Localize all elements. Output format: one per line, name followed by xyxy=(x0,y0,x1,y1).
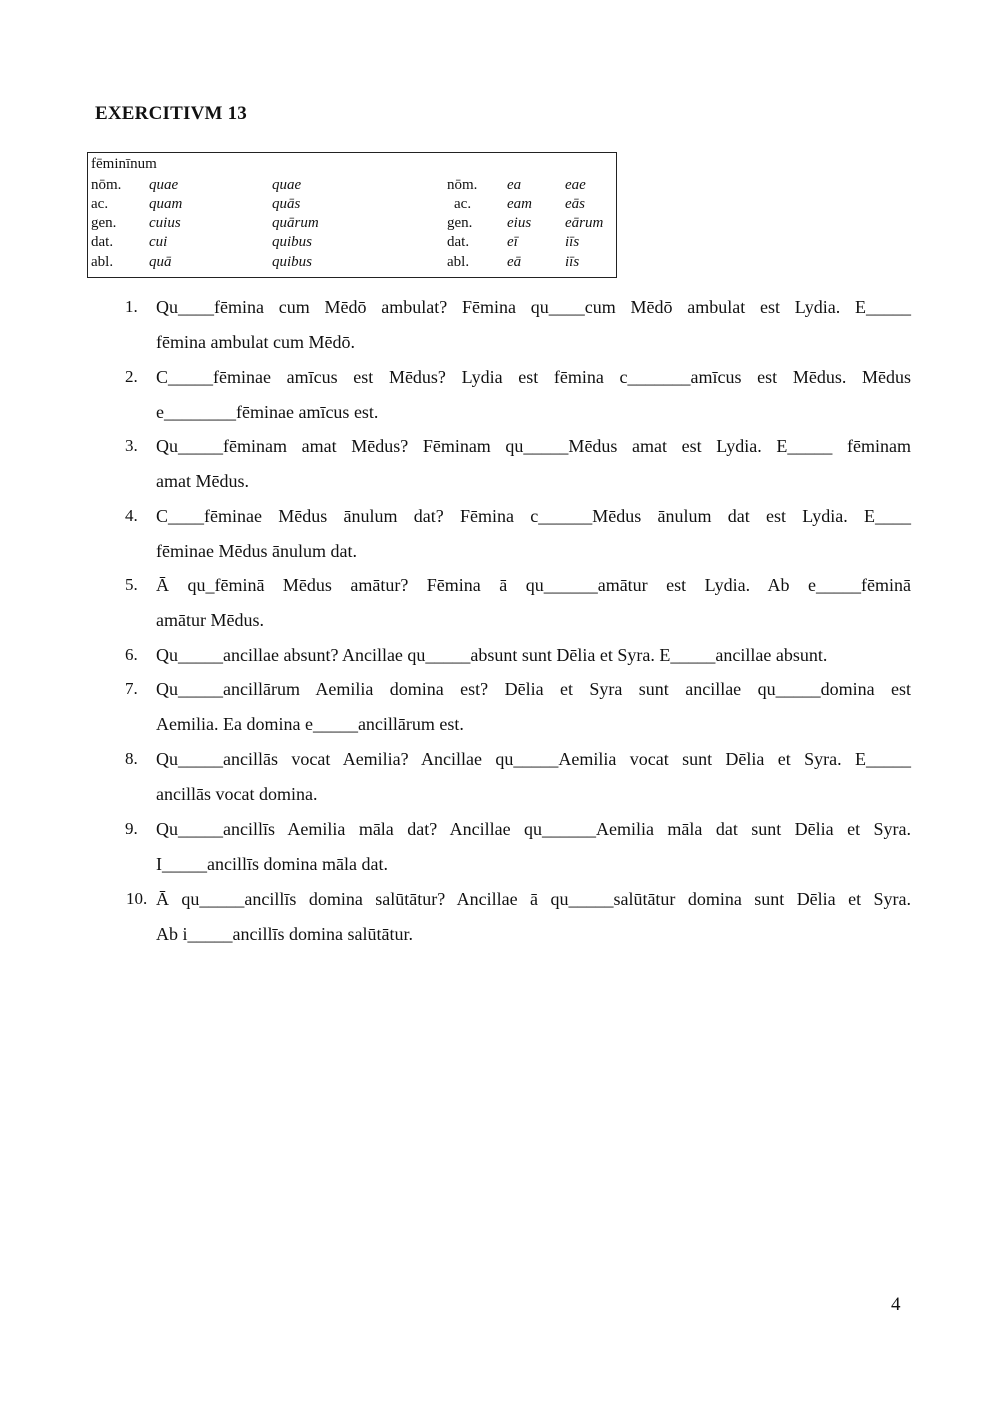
exercise-line: Qu_____ancillīs Aemilia māla dat? Ancillae qu______Aemilia māla dat sunt Dēlia et Syra. xyxy=(156,819,911,839)
exercise-number: 1. xyxy=(125,297,138,316)
exercise-line: ancillās vocat domina. xyxy=(156,784,318,804)
exercise-line: Qu_____fēminam amat Mēdus? Fēminam qu_____Mēdus amat est Lydia. E_____ fēminam xyxy=(156,436,911,456)
exercise-line: C____fēminae Mēdus ānulum dat? Fēmina c______Mēdus ānulum dat est Lydia. E____ xyxy=(156,506,911,526)
case-label: abl. xyxy=(91,254,114,270)
case-label: dat. xyxy=(447,234,470,250)
form-plural: quae xyxy=(272,177,302,193)
form-plural: iīs xyxy=(565,234,580,250)
exercise-number: 3. xyxy=(125,436,138,455)
case-label: gen. xyxy=(447,215,473,231)
exercise-line: C_____fēminae amīcus est Mēdus? Lydia est fēmina c_______amīcus est Mēdus. Mēdus xyxy=(156,367,911,387)
form-singular: eā xyxy=(507,254,522,270)
form-singular: cuius xyxy=(149,215,181,231)
exercise-line: Qu_____ancillās vocat Aemilia? Ancillae qu_____Aemilia vocat sunt Dēlia et Syra. E_____ xyxy=(156,749,911,769)
form-plural: quās xyxy=(272,196,301,212)
exercise-number: 2. xyxy=(125,367,138,386)
exercise-title: EXERCITIVM 13 xyxy=(95,103,247,124)
form-plural: quibus xyxy=(272,254,313,270)
case-label: ac. xyxy=(91,196,109,212)
form-plural: iīs xyxy=(565,254,580,270)
exercise-number: 5. xyxy=(125,575,138,594)
form-singular: cui xyxy=(149,234,168,250)
form-plural: quārum xyxy=(272,215,319,231)
exercise-number: 9. xyxy=(125,819,138,838)
form-singular: quā xyxy=(149,254,172,270)
case-label: nōm. xyxy=(447,177,478,193)
exercise-line: Ā qu_fēminā Mēdus amātur? Fēmina ā qu______amātur est Lydia. Ab e_____fēminā xyxy=(156,575,911,595)
exercise-line: Qu____fēmina cum Mēdō ambulat? Fēmina qu____cum Mēdō ambulat est Lydia. E_____ xyxy=(156,297,911,317)
exercise-number: 7. xyxy=(125,679,138,698)
case-label: gen. xyxy=(91,215,117,231)
form-singular: quam xyxy=(149,196,183,212)
exercise-line: Ab i_____ancillīs domina salūtātur. xyxy=(156,924,413,944)
exercise-line: Qu_____ancillae absunt? Ancillae qu_____absunt sunt Dēlia et Syra. E_____ancillae absunt. xyxy=(156,645,828,665)
exercise-line: Aemilia. Ea domina e_____ancillārum est. xyxy=(156,714,464,734)
form-singular: eam xyxy=(507,196,532,212)
exercise-number: 6. xyxy=(125,645,138,664)
declension-header: fēminīnum xyxy=(91,156,157,172)
exercise-line: Qu_____ancillārum Aemilia domina est? Dēlia et Syra sunt ancillae qu_____domina est xyxy=(156,679,911,699)
form-singular: eius xyxy=(507,215,532,231)
form-plural: eārum xyxy=(565,215,604,231)
exercise-line: amātur Mēdus. xyxy=(156,610,264,630)
form-plural: quibus xyxy=(272,234,313,250)
exercise-number: 4. xyxy=(125,506,138,525)
case-label: nōm. xyxy=(91,177,122,193)
exercise-line: fēminae Mēdus ānulum dat. xyxy=(156,541,357,561)
exercise-line: amat Mēdus. xyxy=(156,471,249,491)
form-singular: quae xyxy=(149,177,179,193)
exercise-line: e________fēminae amīcus est. xyxy=(156,402,379,422)
exercise-number: 10. xyxy=(126,889,148,908)
case-label: ac. xyxy=(454,196,472,212)
exercise-number: 8. xyxy=(125,749,138,768)
page-number: 4 xyxy=(891,1294,901,1315)
exercise-line: fēmina ambulat cum Mēdō. xyxy=(156,332,355,352)
form-plural: eās xyxy=(565,196,585,212)
exercise-line: I_____ancillīs domina māla dat. xyxy=(156,854,388,874)
case-label: abl. xyxy=(447,254,470,270)
exercise-line: Ā qu_____ancillīs domina salūtātur? Ancillae ā qu_____salūtātur domina sunt Dēlia et Syra. xyxy=(156,889,911,909)
form-singular: eī xyxy=(507,234,518,250)
case-label: dat. xyxy=(91,234,114,250)
declension-table xyxy=(87,152,617,278)
form-singular: ea xyxy=(507,177,522,193)
form-plural: eae xyxy=(565,177,586,193)
